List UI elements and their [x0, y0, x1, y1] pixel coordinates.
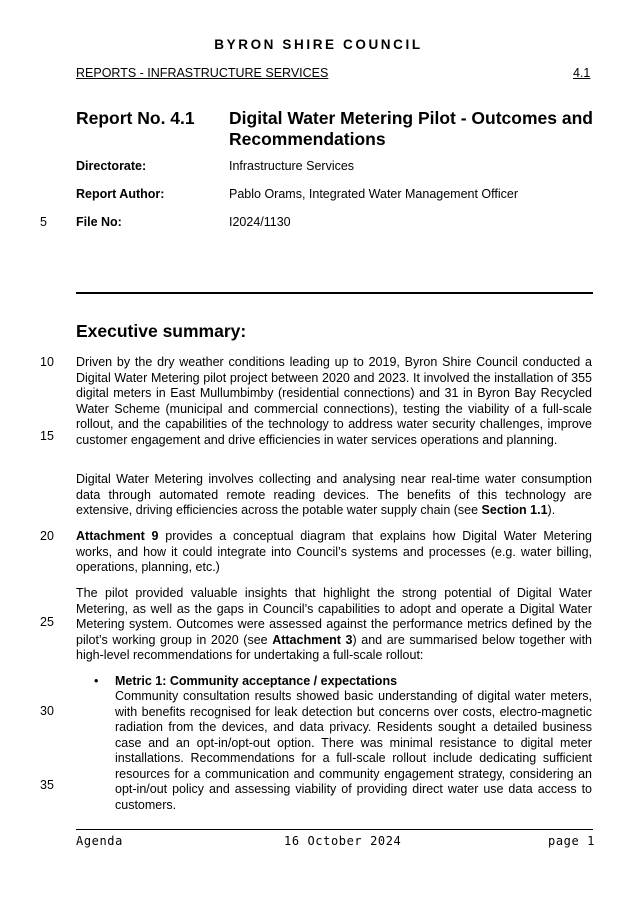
footer-page: page 1 [548, 834, 595, 848]
bullet-body: Community consultation results showed basic understanding of digital water meters, with benefits recognised for leak detection but concerns over costs, electro-magnetic radiation from the devices, and data privacy. Residents sought a detailed business case and an opt-in/opt-out option. There was minimal resistance to digital meter installations. Recommendations for a full-scale rollout include dedicating sufficient resources for a communication and community engagement strategy, considering an opt-in/out policy and assessing viability of providing direct water use data access to customers. [115, 689, 592, 812]
section-number: 4.1 [573, 66, 591, 80]
paragraph-3 [76, 529, 592, 576]
author-value: Pablo Orams, Integrated Water Management Officer [229, 187, 519, 201]
footer-date: 16 October 2024 [284, 834, 402, 848]
report-title: Digital Water Metering Pilot - Outcomes and Recommendations [229, 108, 593, 149]
bullet-heading: Metric 1: Community acceptance / expectations [115, 674, 398, 688]
paragraph-4 [76, 586, 592, 664]
directorate-value: Infrastructure Services [229, 159, 355, 173]
section-reference: Section 1.1 [481, 503, 548, 517]
footer-left: Agenda [76, 834, 123, 848]
paragraph-2-end: ). [547, 503, 556, 517]
paragraph-4-end: ) and are summarised below together with high-level recommendations for undertaking a full-scale rollout: [76, 632, 592, 662]
line-number: 10 [40, 355, 54, 369]
council-name: BYRON SHIRE COUNCIL [214, 37, 423, 52]
executive-summary-heading: Executive summary: [76, 321, 247, 341]
author-label: Report Author: [76, 187, 165, 201]
attachment-reference: Attachment 9 [76, 529, 159, 543]
line-number: 25 [40, 615, 54, 629]
bullet-marker: • [94, 674, 99, 688]
footer-divider [76, 829, 593, 830]
paragraph-2 [76, 472, 592, 519]
paragraph-1: Driven by the dry weather conditions leading up to 2019, Byron Shire Council conducted a Digital Water Metering pilot project between 2020 and 2023. It involved the installation of 355 digital meters in East Mullumbimby (residential connections) and 31 in Byron Bay Recycled Water Scheme (municipal and commercial connections), testing the viability of a full-scale rollout, and the capabilities of the technology to address water security challenges, improve customer engagement and drive efficiencies in water services operations and planning. [76, 355, 592, 447]
file-no-label: File No: [76, 215, 122, 229]
directorate-label: Directorate: [76, 159, 147, 173]
report-number: Report No. 4.1 [76, 108, 195, 128]
paragraph-4-text: The pilot provided valuable insights that highlight the strong potential of Digital Water Metering, as well as the gaps in Council’s capabilities to adopt and operate a Digital Water Metering system. Outcomes were assessed against the performance metrics defined by the pilot’s working group in 2020 (see [76, 586, 592, 647]
file-no-value: I2024/1130 [229, 215, 291, 229]
line-number: 35 [40, 778, 54, 792]
paragraph-2-text: Digital Water Metering involves collecting and analysing near real-time water consumption data through automated remote reading devices. The benefits of this technology are extensive, driving efficiencies across the potable water supply chain (see [76, 472, 592, 517]
section-heading: REPORTS - INFRASTRUCTURE SERVICES [76, 66, 329, 80]
line-number: 15 [40, 429, 54, 443]
paragraph-3-text: provides a conceptual diagram that explains how Digital Water Metering works, and how it could integrate into Council’s systems and processes (e.g. water billing, operations, planning, etc.) [76, 529, 593, 574]
line-number: 30 [40, 704, 54, 718]
section-divider [76, 292, 593, 294]
line-number: 20 [40, 529, 54, 543]
line-number: 5 [40, 215, 47, 229]
attachment-reference: Attachment 3 [272, 632, 353, 647]
